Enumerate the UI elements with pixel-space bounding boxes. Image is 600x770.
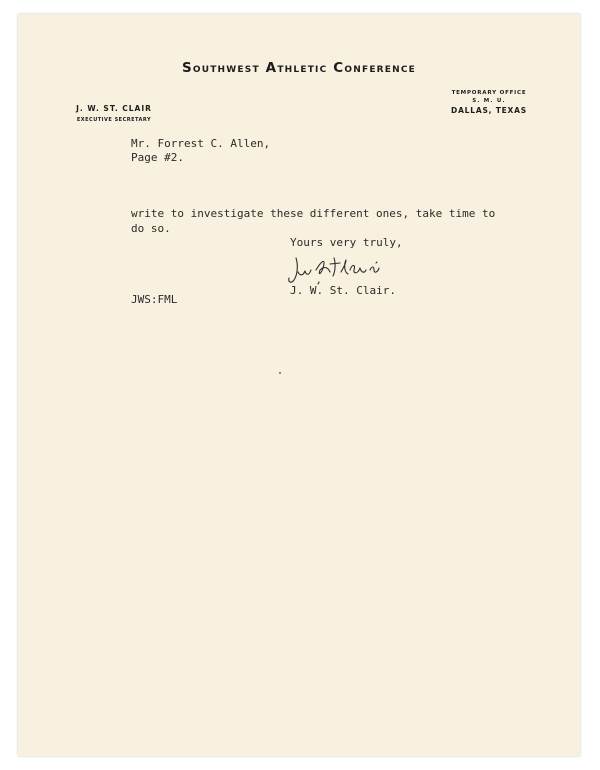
reference-initials: JWS:FML [131, 293, 178, 306]
sender-role: EXECUTIVE SECRETARY [76, 117, 152, 123]
sender-block [54, 104, 174, 123]
office-city: DALLAS, TEXAS [451, 106, 527, 115]
body-text-line: do so. [131, 222, 171, 235]
office-school: S. M. U. [472, 98, 506, 104]
office-block [430, 90, 548, 115]
office-label: TEMPORARY OFFICE [451, 90, 527, 96]
letter-page [18, 14, 580, 756]
addressee-line: Mr. Forrest C. Allen, [131, 137, 271, 150]
paper-speck [279, 372, 281, 374]
page-number-line: Page #2. [131, 151, 184, 164]
handwritten-signature [286, 250, 396, 288]
typed-signature-name: J. W. St. Clair. [290, 284, 396, 297]
conference-name: Southwest Athletic Conference [181, 60, 417, 76]
body-text-line: write to investigate these different ones, take time to [131, 207, 496, 220]
letterhead-title [18, 60, 580, 76]
sender-name: J. W. ST. CLAIR [76, 104, 152, 113]
closing-line: Yours very truly, [290, 236, 403, 249]
